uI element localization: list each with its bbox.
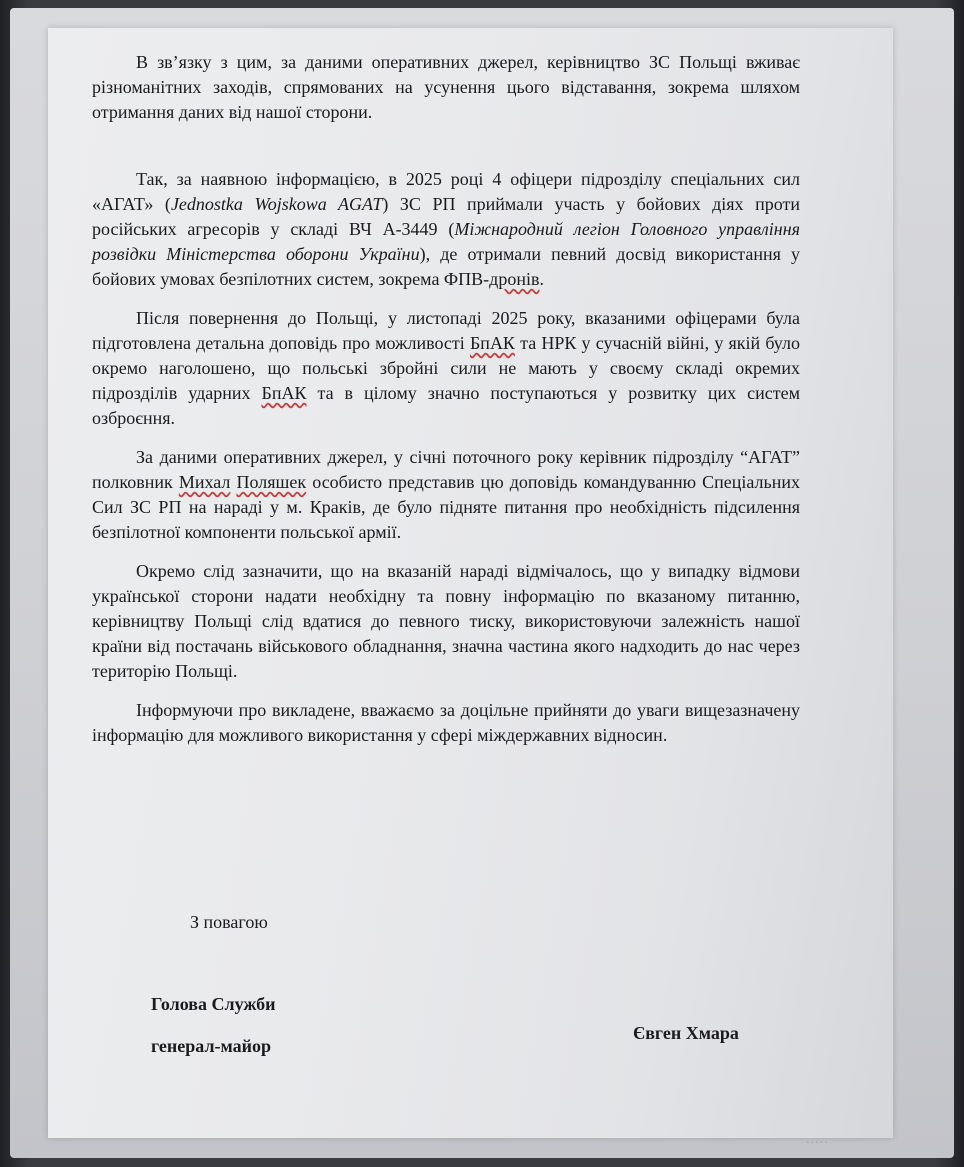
- paragraph-2: [92, 167, 800, 292]
- closing-phrase: З повагою: [190, 912, 268, 932]
- text-run: .: [539, 269, 544, 289]
- paragraph-3: [92, 306, 800, 431]
- signatory-title-line1: Голова Служби: [151, 994, 276, 1014]
- text-run: Після повернення до Польщі, у листопаді 2025 року, вказаними офіцерами була підготовлена детальна доповідь про можливості: [92, 308, 800, 353]
- text-run: Так, за наявною інформацією, в 2025 році 4 офіцери підрозділу спеціальних сил «АГАТ» (: [92, 169, 800, 214]
- paragraph-5: [92, 559, 800, 684]
- text-run: Міжнародний легіон Головного управління розвідки Міністерства оборони України: [92, 219, 801, 264]
- text-run: ) ЗС РП приймали участь у бойових діях проти російських агресорів у складі ВЧ А-3449 (: [92, 194, 800, 239]
- paragraph-6: [92, 698, 800, 748]
- text-run: Окремо слід зазначити, що на вказаній нараді відмічалось, що у випадку відмови української сторони надати необхідну та повну інформацію по вказаному питанню, керівництву Польщі слід вдатися до певного тиску, використовуючи залежність нашої країни від постачань військового обладнання, значна частина якого надходить до нас через територію Польщі.: [92, 561, 800, 681]
- text-run: Інформуючи про викладене, вважаємо за доцільне прийняти до уваги вищезазначену інформацію для можливого використання у сфері міждержавних відносин.: [92, 700, 800, 745]
- text-run: Михал: [178, 472, 231, 492]
- text-run: Поляшек: [236, 472, 307, 492]
- signatory-name: Євген Хмара: [633, 1023, 739, 1043]
- text-run: дронів: [489, 269, 540, 289]
- paragraph-1: [92, 50, 800, 125]
- text-run: ), де отримали певний досвід використання у бойових умовах безпілотних систем, зокрема ФПВ-: [92, 244, 800, 289]
- text-run: особисто представив цю доповідь командуванню Спеціальних Сил ЗС РП на нараді у м. Краків, де було підняте питання про необхідність підсилення безпілотної компоненти польської армії.: [92, 472, 801, 542]
- signatory-title: [151, 983, 276, 1067]
- watermark-dots: ·····: [806, 1136, 829, 1149]
- paragraph-4: [92, 445, 800, 545]
- text-run: БпАК: [261, 383, 307, 403]
- text-run: та в цілому значно поступаються у розвитку цих систем озброєння.: [92, 383, 800, 428]
- document-body: [92, 50, 800, 762]
- text-run: та НРК у сучасній війні, у якій було окремо наголошено, що польські збройні сили не мають у своєму складі окремих підрозділів ударних: [92, 333, 800, 403]
- text-run: БпАК: [469, 333, 515, 353]
- signatory-rank: генерал-майор: [151, 1036, 272, 1056]
- text-run: В зв’язку з цим, за даними оперативних джерел, керівництво ЗС Польщі вживає різноманітних заходів, спрямованих на усунення цього відставання, зокрема шляхом отримання даних від нашої сторони.: [92, 52, 800, 122]
- text-run: Jednostka Wojskowa AGAT: [170, 194, 383, 214]
- text-run: За даними оперативних джерел, у січні поточного року керівник підрозділу “АГАТ” полковник: [92, 447, 800, 492]
